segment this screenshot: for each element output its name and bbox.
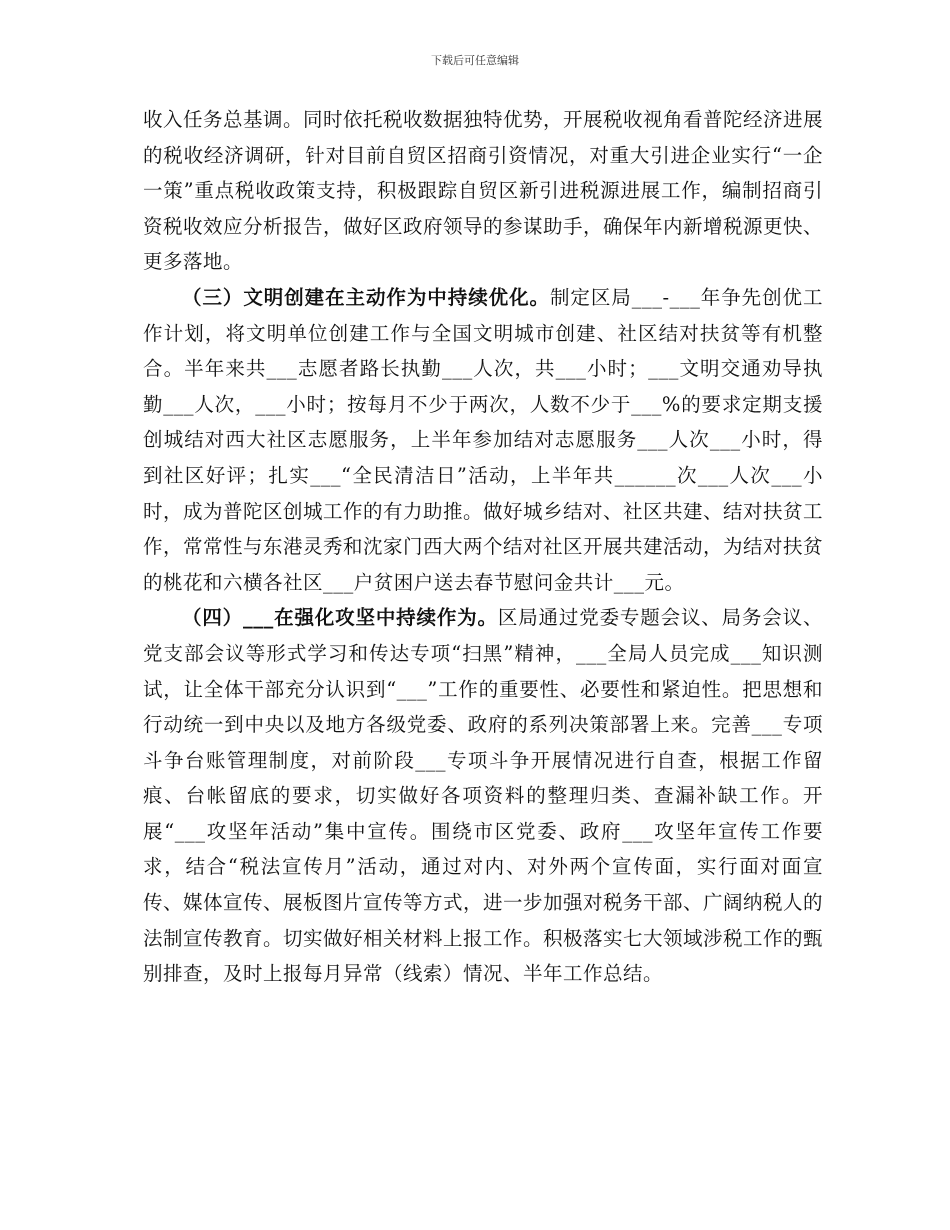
paragraph-text: 制定区局___-___年争先创优工作计划，将文明单位创建工作与全国文明城市创建、社区结对扶贫等有机整合。半年来共___志愿者路长执勤___人次，共___小时；___文明交通劝导执勤___人次，___小时；按每月不少于两次，人数不少于___%的要求定期支援创城结对西大社区志愿服务，上半年参加结对志愿服务___人次___小时，得到社区好评；扎实___“全民清洁日”活动，上半年共______次___人次___小时，成为普陀区创城工作的有力助推。做好城乡结对、社区共建、结对扶贫工作，常常性与东港灵秀和沈家门西大两个结对社区开展共建活动，为结对扶贫的桃花和六横各社区___户贫困户送去春节慰问金共计___元。	[143, 285, 824, 594]
paragraph-continuation	[143, 102, 823, 280]
paragraph-campaign	[143, 600, 823, 992]
document-body	[143, 102, 823, 992]
paragraph-text: 收入任务总基调。同时依托税收数据独特优势，开展税收视角看普陀经济进展的税收经济调研，针对目前自贸区招商引资情况，对重大引进企业实行“一企一策”重点税收政策支持，积极跟踪自贸区新引进税源进展工作，编制招商引资税收效应分析报告，做好区政府领导的参谋助手，确保年内新增税源更快、更多落地。	[143, 108, 824, 274]
paragraph-heading: （四）___在强化攻坚中持续作为。	[182, 606, 498, 630]
paragraph-text: 区局通过党委专题会议、局务会议、党支部会议等形式学习和传达专项“扫黑”精神，___全局人员完成___知识测试，让全体干部充分认识到“___”工作的重要性、必要性和紧迫性。把思想和行动统一到中央以及地方各级党委、政府的系列决策部署上来。完善___专项斗争台账管理制度，对前阶段___专项斗争开展情况进行自查，根据工作留痕、台帐留底的要求，切实做好各项资料的整理归类、查漏补缺工作。开展“___攻坚年活动”集中宣传。围绕市区党委、政府___攻坚年宣传工作要求，结合“税法宣传月”活动，通过对内、对外两个宣传面，实行面对面宣传、媒体宣传、展板图片宣传等方式，进一步加强对税务干部、广阔纳税人的法制宣传教育。切实做好相关材料上报工作。积极落实七大领域涉税工作的甄别排查，及时上报每月异常（线索）情况、半年工作总结。	[143, 606, 824, 986]
paragraph-civilization	[143, 280, 823, 600]
paragraph-heading: （三）文明创建在主动作为中持续优化。	[182, 285, 550, 309]
page-header: 下载后可任意编辑	[431, 54, 519, 67]
